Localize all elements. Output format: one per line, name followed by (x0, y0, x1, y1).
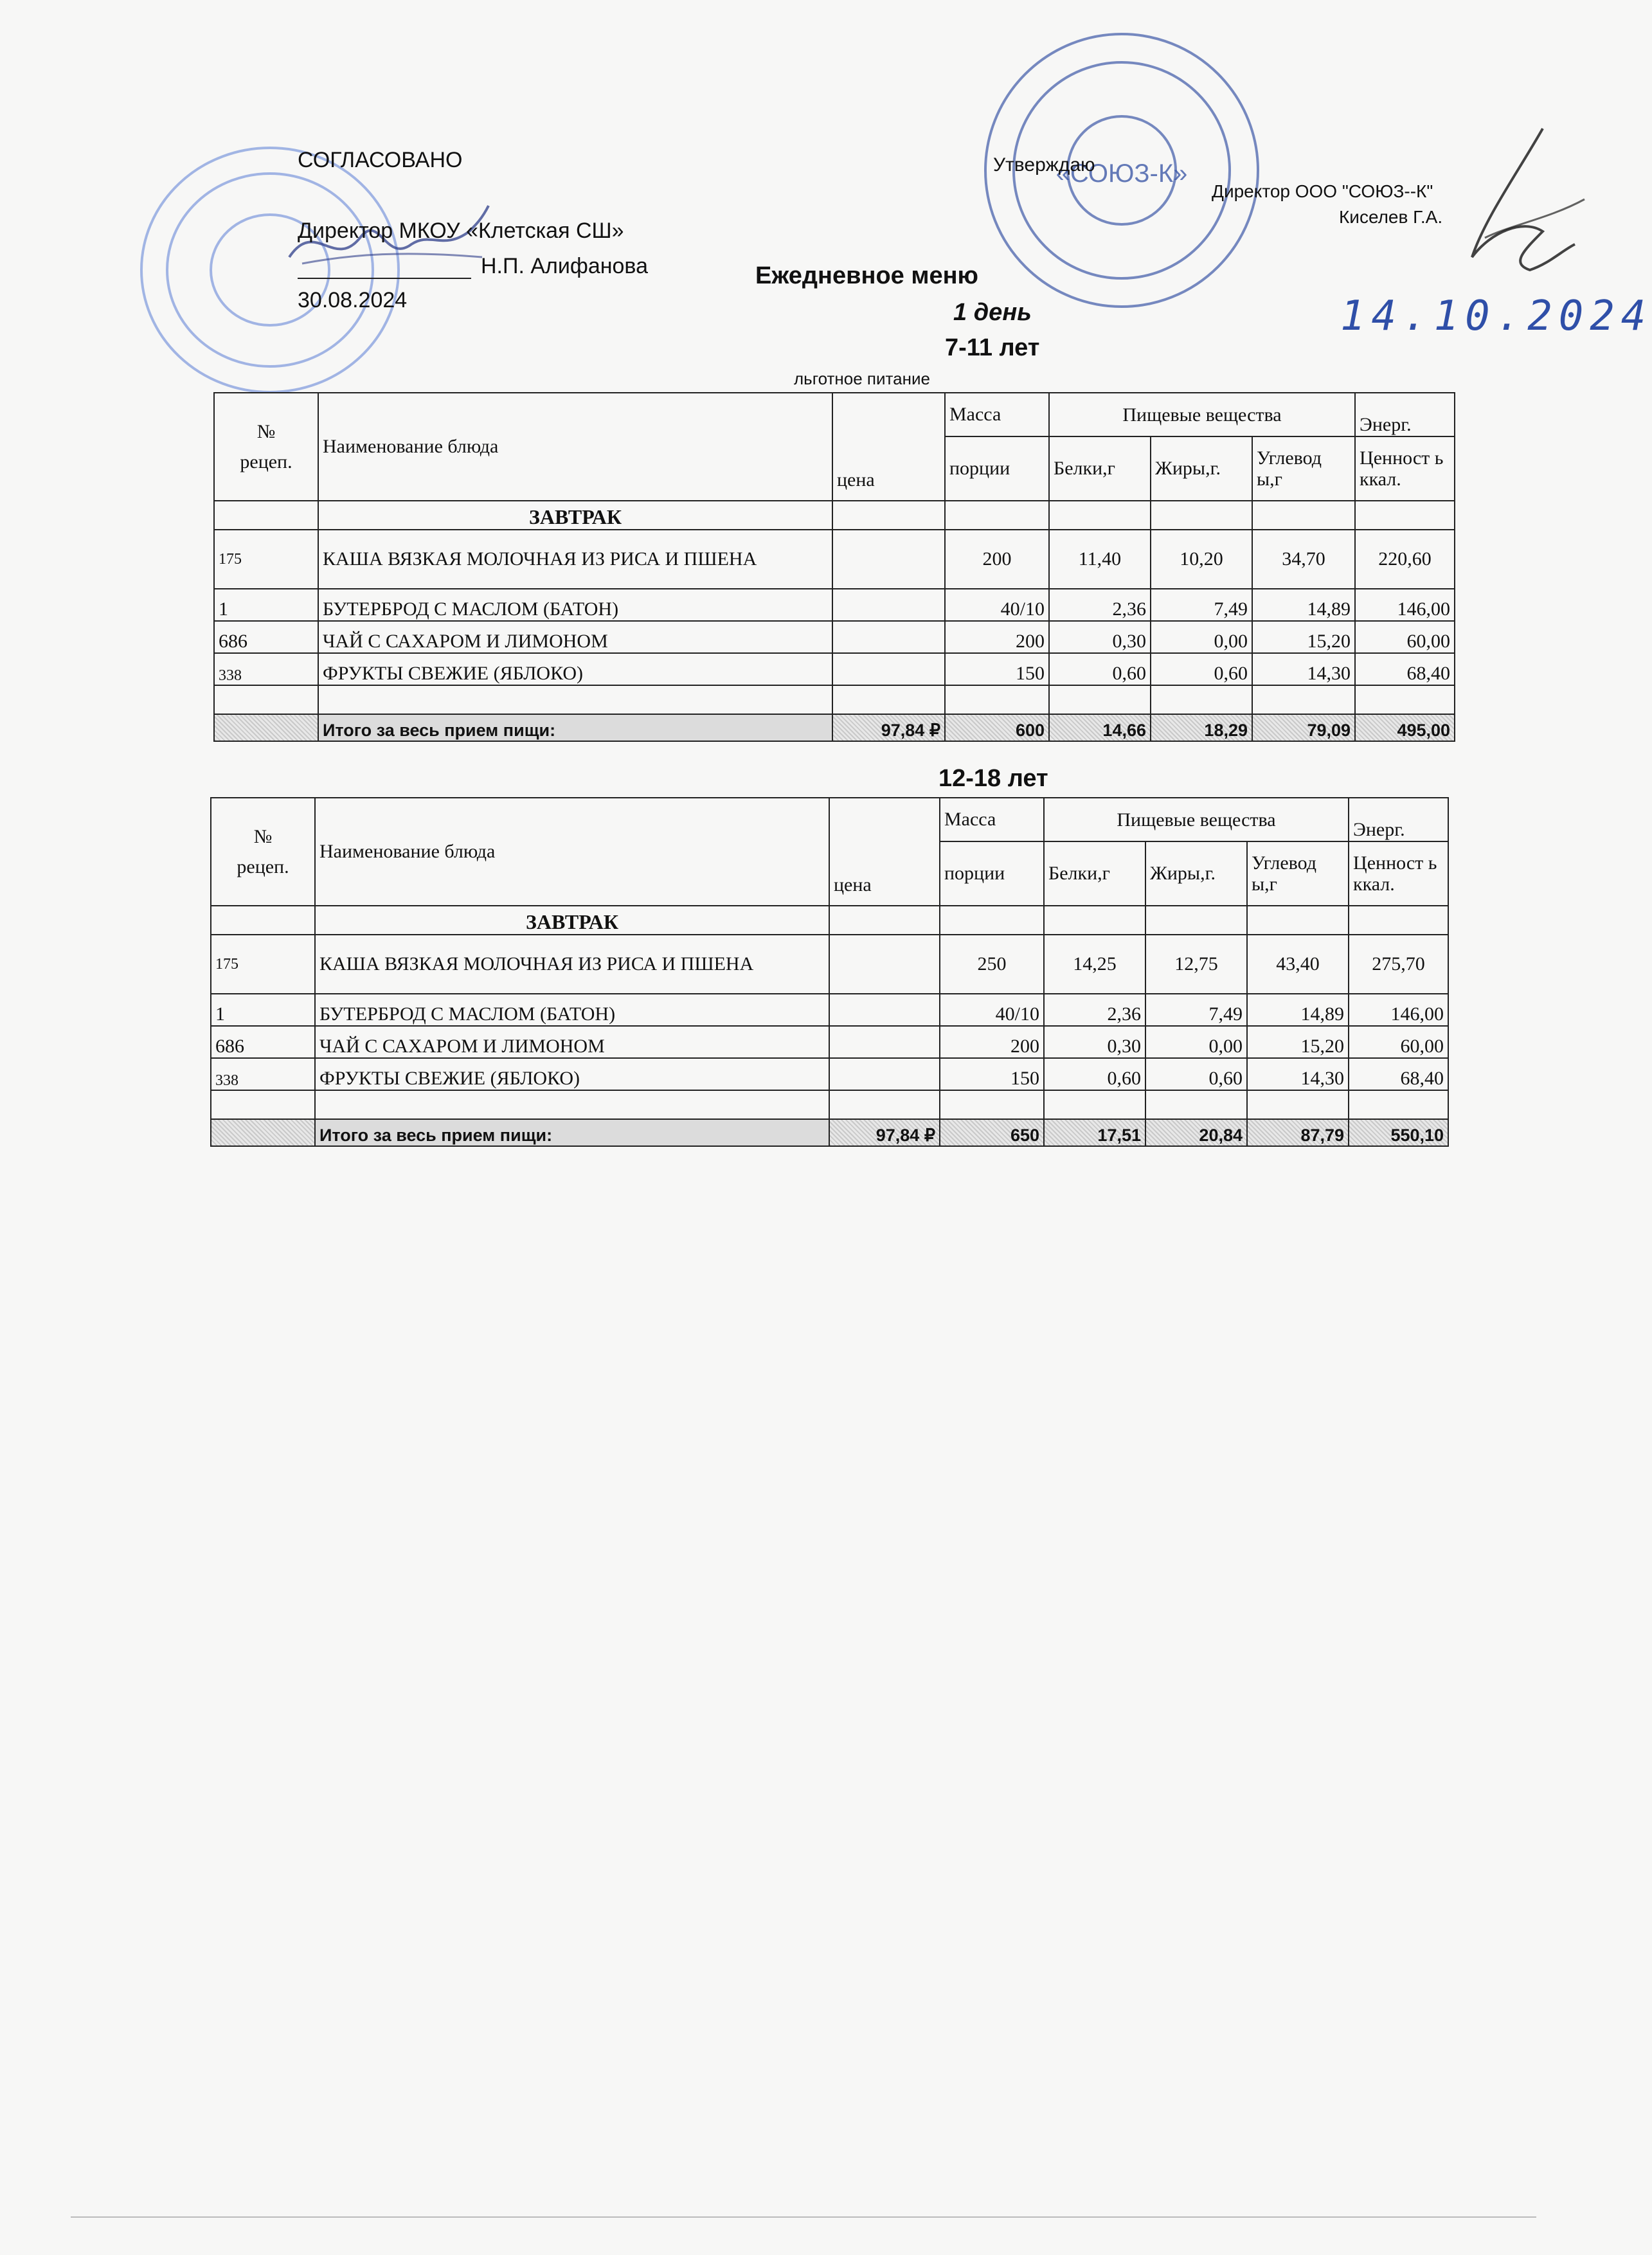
signature-line (298, 278, 471, 279)
col-price: цена (832, 393, 945, 501)
col-carbs: Углевод ы,г (1247, 841, 1349, 906)
table-row: 686 ЧАЙ С САХАРОМ И ЛИМОНОМ 200 0,30 0,00 15,20 60,00 (211, 1026, 1448, 1058)
right-signature (1446, 122, 1594, 289)
col-price: цена (829, 798, 940, 906)
table-row: 1 БУТЕРБРОД С МАСЛОМ (БАТОН) 40/10 2,36 7,49 14,89 146,00 (211, 994, 1448, 1026)
stamp-center-text: «СОЮЗ-К» (1055, 159, 1188, 188)
total-row: Итого за весь прием пищи: 97,84 ₽ 650 17,51 20,84 87,79 550,10 (211, 1119, 1448, 1146)
left-director-name: Н.П. Алифанова (481, 254, 648, 278)
right-director-name: Киселев Г.А. (1339, 207, 1443, 227)
col-protein: Белки,г (1049, 436, 1151, 501)
total-price: 97,84 ₽ (829, 1119, 940, 1146)
col-fat: Жиры,г. (1145, 841, 1247, 906)
col-mass-bottom: порции (940, 841, 1044, 906)
col-energy-top: Энерг. (1349, 798, 1448, 841)
table-row: 686 ЧАЙ С САХАРОМ И ЛИМОНОМ 200 0,30 0,00 15,20 60,00 (214, 621, 1455, 653)
meal-section-label: ЗАВТРАК (318, 501, 832, 530)
col-protein: Белки,г (1044, 841, 1145, 906)
total-row: Итого за весь прием пищи: 97,84 ₽ 600 14,66 18,29 79,09 495,00 (214, 714, 1455, 741)
col-mass-top: Масса (945, 393, 1049, 436)
scan-edge-line (71, 2216, 1536, 2218)
col-mass-bottom: порции (945, 436, 1049, 501)
col-mass-top: Масса (940, 798, 1044, 841)
total-label: Итого за весь прием пищи: (318, 714, 832, 741)
col-dish-name: Наименование блюда (315, 798, 829, 906)
col-fat: Жиры,г. (1151, 436, 1252, 501)
menu-table-2 (210, 797, 1449, 1147)
col-energy-bottom: Ценност ь ккал. (1355, 436, 1455, 501)
col-carbs: Углевод ы,г (1252, 436, 1355, 501)
col-energy-bottom: Ценност ь ккал. (1349, 841, 1448, 906)
age-group-2-label: 12-18 лет (938, 765, 1048, 792)
meal-section-label: ЗАВТРАК (315, 906, 829, 935)
page-subtitle: 1 день (953, 299, 1032, 326)
total-label: Итого за весь прием пищи: (315, 1119, 829, 1146)
table-row: 1 БУТЕРБРОД С МАСЛОМ (БАТОН) 40/10 2,36 7,49 14,89 146,00 (214, 589, 1455, 621)
col-energy-top: Энерг. (1355, 393, 1455, 436)
right-handwritten-date: 14.10.2024 (1340, 292, 1652, 340)
table-row: 175 КАША ВЯЗКАЯ МОЛОЧНАЯ ИЗ РИСА И ПШЕНА 200 11,40 10,20 34,70 220,60 (214, 530, 1455, 589)
col-nutrients: Пищевые вещества (1044, 798, 1349, 841)
col-recipe-no: № рецеп. (211, 798, 315, 906)
age-group-1-label: 7-11 лет (945, 334, 1040, 361)
approve-right-label: Утверждаю (993, 154, 1095, 175)
col-nutrients: Пищевые вещества (1049, 393, 1355, 436)
approved-left-label: СОГЛАСОВАНО (298, 148, 463, 172)
left-director-title: Директор МКОУ «Клетская СШ» (298, 219, 624, 243)
page-title: Ежедневное меню (755, 262, 978, 289)
table-row: 338 ФРУКТЫ СВЕЖИЕ (ЯБЛОКО) 150 0,60 0,60 14,30 68,40 (211, 1058, 1448, 1090)
menu-table-1 (213, 392, 1455, 742)
table-row: 175 КАША ВЯЗКАЯ МОЛОЧНАЯ ИЗ РИСА И ПШЕНА 250 14,25 12,75 43,40 275,70 (211, 935, 1448, 994)
right-director-title: Директор ООО "СОЮЗ--К" (1212, 181, 1433, 201)
col-recipe-no: № рецеп. (214, 393, 318, 501)
col-dish-name: Наименование блюда (318, 393, 832, 501)
total-price: 97,84 ₽ (832, 714, 945, 741)
left-date: 30.08.2024 (298, 288, 408, 312)
benefit-note: льготное питание (794, 369, 930, 388)
table-row: 338 ФРУКТЫ СВЕЖИЕ (ЯБЛОКО) 150 0,60 0,60 14,30 68,40 (214, 653, 1455, 685)
